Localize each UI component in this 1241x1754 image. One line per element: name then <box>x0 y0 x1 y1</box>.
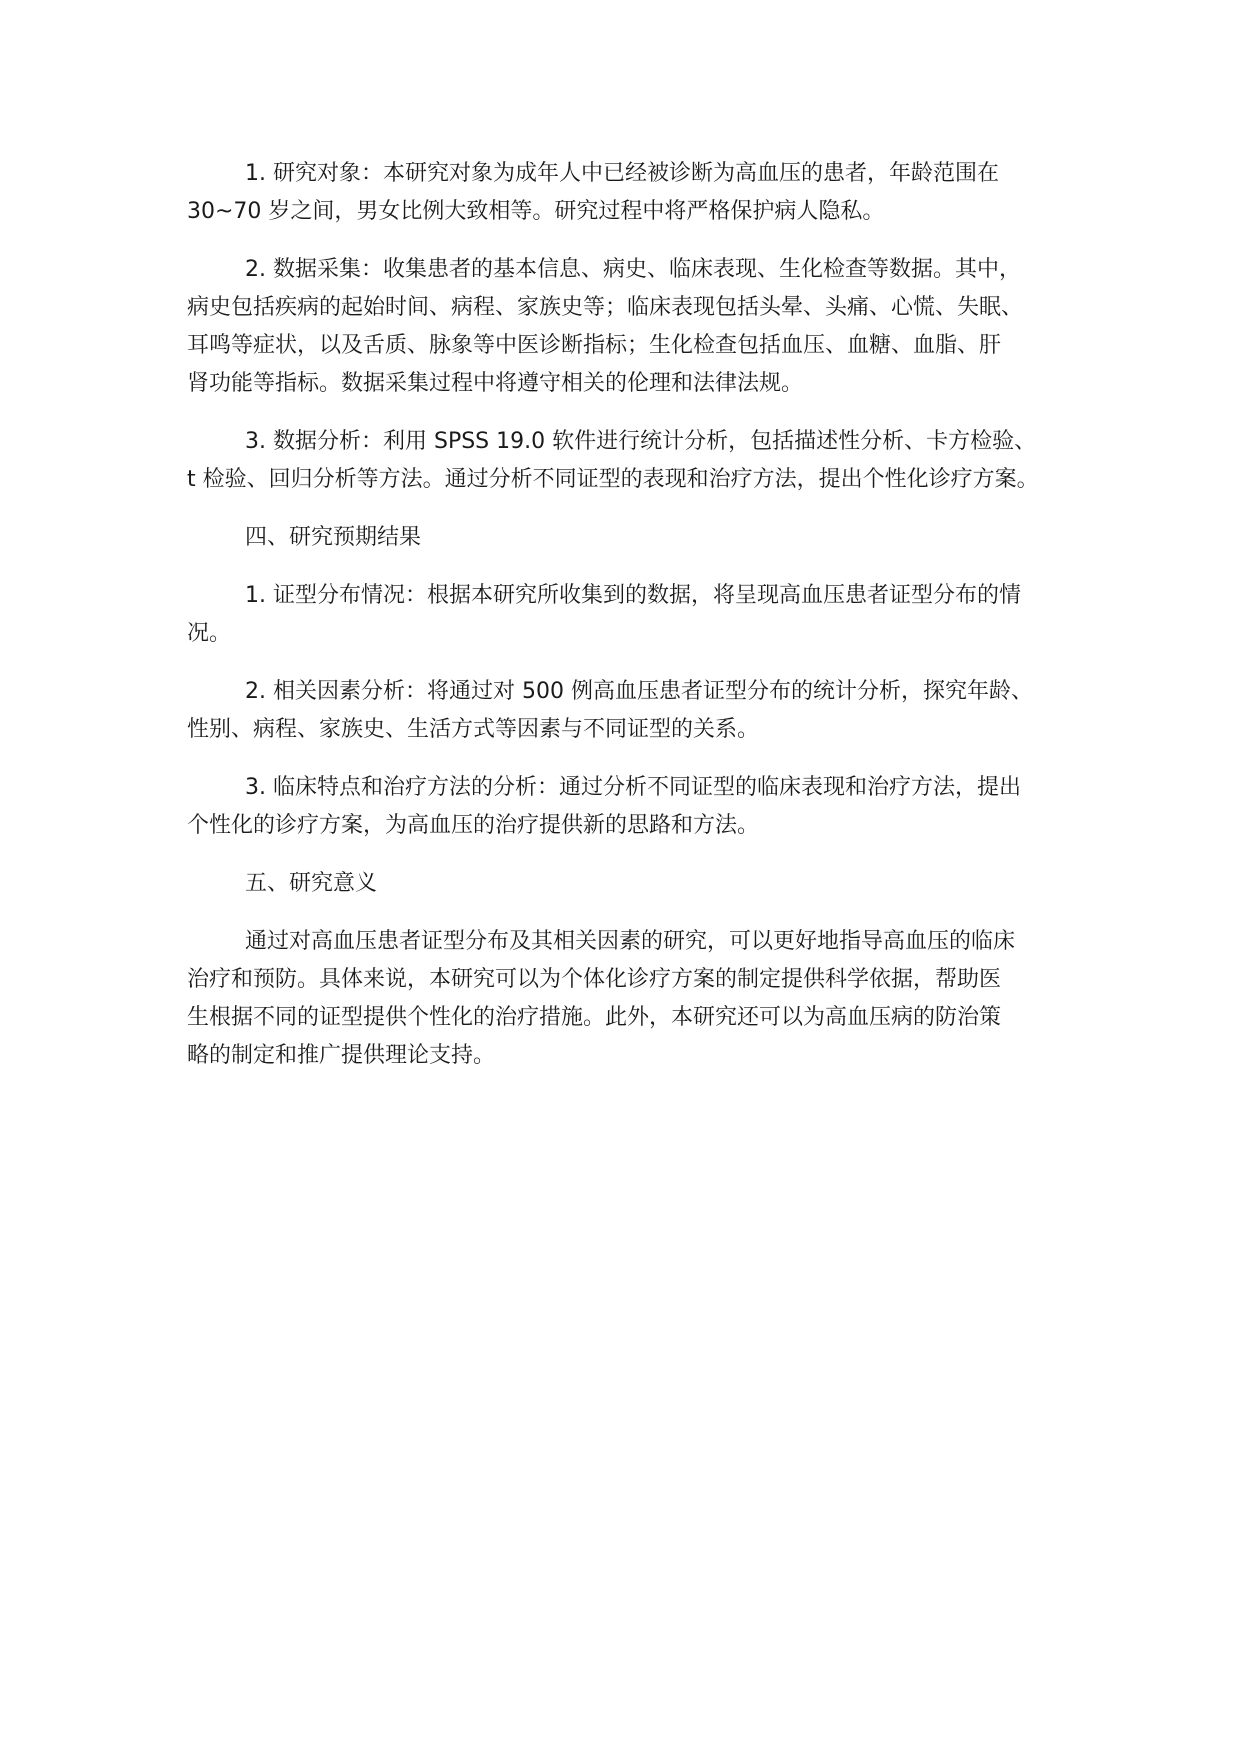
paragraph-factor-analysis <box>187 673 1057 749</box>
document-body <box>187 155 1057 1095</box>
section-heading-expected-results <box>187 519 1057 557</box>
paragraph-significance <box>187 923 1057 1075</box>
text-line: 耳鸣等症状，以及舌质、脉象等中医诊断指标；生化检查包括血压、血糖、血脂、肝 <box>187 333 1002 358</box>
text-line: 3. 数据分析：利用 SPSS 19.0 软件进行统计分析，包括描述性分析、卡方检验、 <box>245 429 1037 454</box>
text-line: 治疗和预防。具体来说，本研究可以为个体化诊疗方案的制定提供科学依据，帮助医 <box>187 967 1002 992</box>
paragraph-data-collection <box>187 251 1057 403</box>
text-line: 肾功能等指标。数据采集过程中将遵守相关的伦理和法律法规。 <box>187 371 804 396</box>
paragraph-research-subjects <box>187 155 1057 231</box>
text-line: 2. 数据采集：收集患者的基本信息、病史、临床表现、生化检查等数据。其中， <box>245 257 1021 282</box>
text-line: 1. 研究对象：本研究对象为成年人中已经被诊断为高血压的患者，年龄范围在 <box>245 161 999 186</box>
text-line: 30~70 岁之间，男女比例大致相等。研究过程中将严格保护病人隐私。 <box>187 199 885 224</box>
text-line: 通过对高血压患者证型分布及其相关因素的研究，可以更好地指导高血压的临床 <box>245 929 1016 954</box>
text-line: 生根据不同的证型提供个性化的治疗措施。此外，本研究还可以为高血压病的防治策 <box>187 1005 1002 1030</box>
text-line: 性别、病程、家族史、生活方式等因素与不同证型的关系。 <box>187 717 760 742</box>
text-line: 1. 证型分布情况：根据本研究所收集到的数据，将呈现高血压患者证型分布的情 <box>245 583 1021 608</box>
text-line: 个性化的诊疗方案，为高血压的治疗提供新的思路和方法。 <box>187 813 760 838</box>
text-line: 2. 相关因素分析：将通过对 500 例高血压患者证型分布的统计分析，探究年龄、 <box>245 679 1033 704</box>
heading-text: 四、研究预期结果 <box>245 525 422 550</box>
heading-text: 五、研究意义 <box>245 871 378 896</box>
text-line: 况。 <box>187 621 232 646</box>
text-line: 略的制定和推广提供理论支持。 <box>187 1043 496 1068</box>
text-line: t 检验、回归分析等方法。通过分析不同证型的表现和治疗方法，提出个性化诊疗方案。 <box>187 467 1039 492</box>
text-line: 3. 临床特点和治疗方法的分析：通过分析不同证型的临床表现和治疗方法，提出 <box>245 775 1021 800</box>
text-line: 病史包括疾病的起始时间、病程、家族史等；临床表现包括头晕、头痛、心慌、失眠、 <box>187 295 1024 320</box>
paragraph-data-analysis <box>187 423 1057 499</box>
paragraph-clinical-features <box>187 769 1057 845</box>
section-heading-significance <box>187 865 1057 903</box>
paragraph-syndrome-distribution <box>187 577 1057 653</box>
